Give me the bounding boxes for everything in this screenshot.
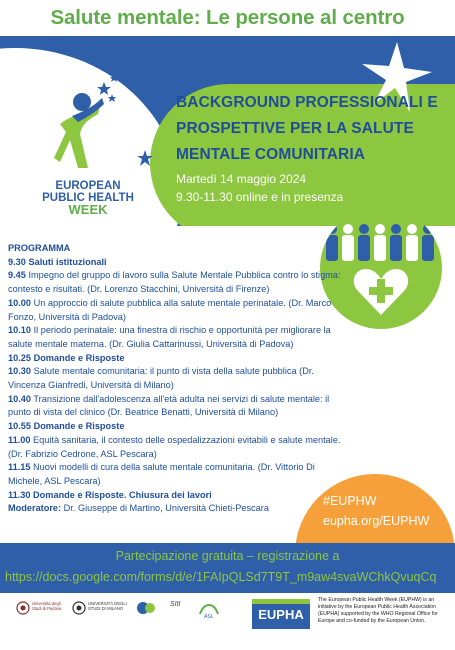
program-section xyxy=(8,242,348,516)
moderator: Moderatore: Dr. Giuseppe di Martino, Università Chieti-Pescara xyxy=(8,503,269,514)
logo-line-1: EUROPEAN xyxy=(55,180,121,192)
unipd-seal-icon xyxy=(16,601,30,615)
program-item: 10.25 Domande e Risposte xyxy=(8,352,125,363)
program-item: 11.30 Domande e Risposte. Chiusura dei lavori xyxy=(8,489,212,500)
logo-line-2: PUBLIC HEALTH xyxy=(42,192,134,204)
eupha-logo-stripe xyxy=(252,599,310,604)
logo-unimi: UNIVERSITÀ DEGLI STUDI DI MILANO xyxy=(88,601,127,611)
event-info xyxy=(176,90,446,206)
hashtag: #EUPHW xyxy=(323,494,377,508)
program-item: 11.00 Equità sanitaria, il contesto delle ospedalizzazioni evitabili e salute mentale. (Dr. Fabrizio Cedrone, ASL Pescara) xyxy=(8,434,341,459)
program-item: 10.00 Un approccio di salute pubblica alla salute mentale perinatale. (Dr. Marco Fonzo, Università di Padova) xyxy=(8,297,332,322)
program-item: 9.45 Impegno del gruppo di lavoro sulla Salute Mentale Pubblica contro lo stigma: contesto e risultati. (Dr. Lorenzo Stacchini, Università di Firenze) xyxy=(8,270,341,295)
event-time: 9.30-11.30 online e in presenza xyxy=(176,190,344,204)
footer-note: The European Public Health Week (EUPHW) is an initiative by the European Public Health Association (EUPHA) supported by the WHO Regional Office for Europe and co-funded by the European Union. xyxy=(318,597,438,624)
program-item: 10.55 Domande e Risposte xyxy=(8,421,125,432)
event-title-line-1: BACKGROUND PROFESSIONALI E xyxy=(176,94,438,111)
logo-line-3: WEEK xyxy=(68,202,108,217)
website-link[interactable]: eupha.org/EUPHW xyxy=(323,514,430,528)
event-title-line-2: PROSPETTIVE PER LA SALUTE xyxy=(176,120,414,137)
footer xyxy=(0,593,455,650)
program-heading: PROGRAMMA xyxy=(8,243,71,253)
person-figure-icon xyxy=(52,72,124,176)
registration-link[interactable]: https://docs.google.com/forms/d/e/1FAIpQLSd7T9T_m9aw4svaWChkQvuqCq xyxy=(5,570,437,584)
title-bar xyxy=(0,0,455,36)
program-item: 10.10 Il periodo perinatale: una finestra di rischio e opportunità per migliorare la salute mentale materna. (Dr. Giulia Cattarinussi, Università di Padova) xyxy=(8,325,331,349)
registration-text: Partecipazione gratuita – registrazione a xyxy=(115,549,340,563)
program-item: 11.15 Nuovi modelli di cura della salute mentale comunitaria. (Dr. Vittorio Di Michele, ASL Pescara) xyxy=(8,462,315,486)
eupha-logo: EUPHA xyxy=(252,599,310,629)
logo-text xyxy=(18,180,158,216)
logo-unipd: Università degli Studi di Padova xyxy=(32,601,62,611)
event-title-line-3: MENTALE COMUNITARIA xyxy=(176,146,366,163)
society-logo-icon xyxy=(136,601,156,615)
small-star-icon xyxy=(137,150,153,166)
event-date: Martedì 14 maggio 2024 xyxy=(176,172,307,186)
event-title xyxy=(176,90,446,168)
unimi-seal-icon xyxy=(72,601,86,615)
program-item: 9.30 Saluti istituzionali xyxy=(8,256,107,267)
program-item: 10.30 Salute mentale comunitaria: il punto di vista della salute pubblica (Dr. Vincenza Gianfredi, Università di Milano) xyxy=(8,366,314,391)
logo-asl: ASL xyxy=(204,614,214,620)
page-title: Salute mentale: Le persone al centro xyxy=(50,6,405,29)
euphw-logo xyxy=(18,72,158,222)
logo-siti: SItI xyxy=(170,601,181,608)
program-item: 10.40 Transizione dall'adolescenza all'età adulta nei servizi di salute mentale: il punto di vista del clinico (Dr. Beatrice Benatti, Università di Milano) xyxy=(8,393,330,418)
registration-band xyxy=(0,543,455,593)
